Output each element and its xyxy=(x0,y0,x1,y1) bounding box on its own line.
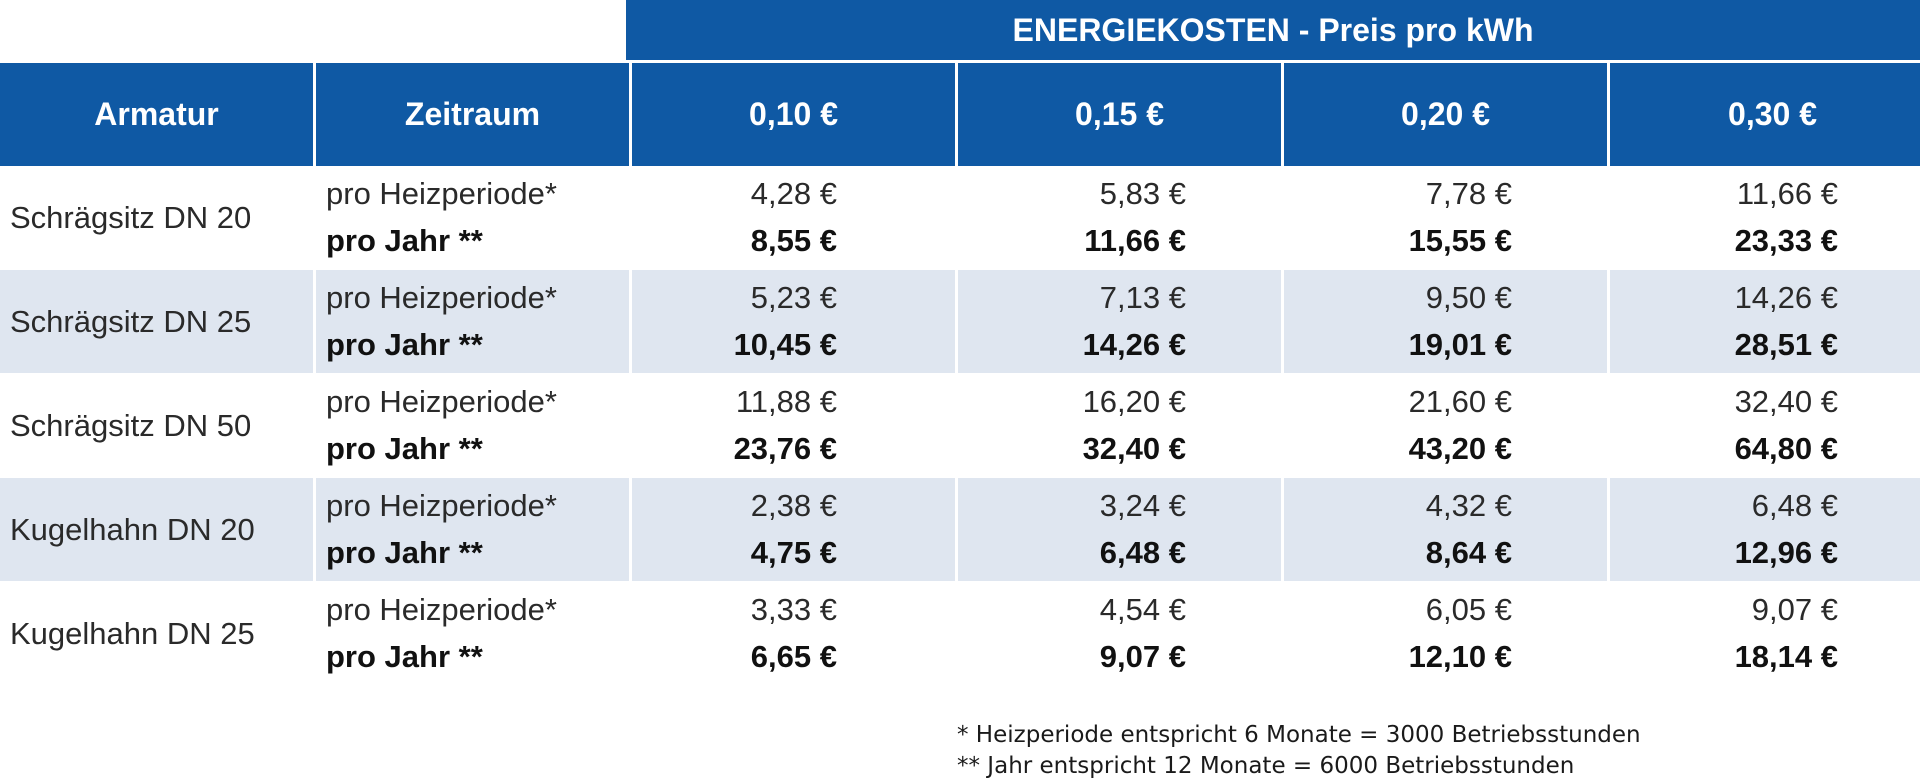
column-header-price-2: 0,15 € xyxy=(958,63,1281,166)
year-label: pro Jahr ** xyxy=(326,639,483,675)
year-value: 4,75 € xyxy=(750,535,837,571)
value-cell xyxy=(632,582,955,685)
zeitraum-cell xyxy=(316,478,629,581)
period-value: 21,60 € xyxy=(1408,383,1512,419)
period-value: 9,07 € xyxy=(1751,591,1838,627)
footnote-jahr: ** Jahr entspricht 12 Monate = 6000 Betriebsstunden xyxy=(957,753,1575,779)
period-value: 5,83 € xyxy=(1099,175,1186,211)
zeitraum-cell xyxy=(316,582,629,685)
period-label: pro Heizperiode* xyxy=(326,383,557,419)
footnote-heizperiode: * Heizperiode entspricht 6 Monate = 3000 Betriebsstunden xyxy=(957,722,1641,748)
value-cell xyxy=(632,166,955,269)
period-value: 2,38 € xyxy=(750,487,837,523)
column-header-price-3: 0,20 € xyxy=(1284,63,1607,166)
period-label: pro Heizperiode* xyxy=(326,591,557,627)
period-value: 7,13 € xyxy=(1099,279,1186,315)
period-value: 7,78 € xyxy=(1425,175,1512,211)
year-label: pro Jahr ** xyxy=(326,431,483,467)
period-value: 9,50 € xyxy=(1425,279,1512,315)
value-cell xyxy=(1610,374,1920,477)
period-value: 4,28 € xyxy=(750,175,837,211)
year-value: 32,40 € xyxy=(1082,431,1186,467)
year-value: 28,51 € xyxy=(1734,327,1838,363)
value-cell xyxy=(958,270,1281,373)
value-cell xyxy=(1610,270,1920,373)
year-value: 23,33 € xyxy=(1734,223,1838,259)
table-row xyxy=(0,270,1920,374)
period-label: pro Heizperiode* xyxy=(326,279,557,315)
table-row xyxy=(0,166,1920,270)
energy-cost-header: ENERGIEKOSTEN - Preis pro kWh xyxy=(626,0,1920,60)
year-label: pro Jahr ** xyxy=(326,327,483,363)
armatur-cell: Schrägsitz DN 50 xyxy=(0,374,313,477)
year-value: 6,48 € xyxy=(1099,535,1186,571)
value-cell xyxy=(958,374,1281,477)
period-value: 4,32 € xyxy=(1425,487,1512,523)
table-row xyxy=(0,374,1920,478)
year-value: 8,64 € xyxy=(1425,535,1512,571)
period-label: pro Heizperiode* xyxy=(326,175,557,211)
zeitraum-cell xyxy=(316,270,629,373)
armatur-cell: Schrägsitz DN 20 xyxy=(0,166,313,269)
value-cell xyxy=(1610,582,1920,685)
armatur-cell: Kugelhahn DN 25 xyxy=(0,582,313,685)
zeitraum-cell xyxy=(316,166,629,269)
period-value: 11,66 € xyxy=(1736,175,1838,211)
column-header-row xyxy=(0,63,1920,166)
period-value: 32,40 € xyxy=(1734,383,1838,419)
period-value: 3,33 € xyxy=(750,591,837,627)
value-cell xyxy=(958,166,1281,269)
year-value: 64,80 € xyxy=(1734,431,1838,467)
value-cell xyxy=(632,374,955,477)
column-header-armatur: Armatur xyxy=(0,63,313,166)
value-cell xyxy=(632,478,955,581)
year-value: 43,20 € xyxy=(1408,431,1512,467)
footnotes xyxy=(957,720,1641,782)
period-label: pro Heizperiode* xyxy=(326,487,557,523)
year-value: 6,65 € xyxy=(750,639,837,675)
period-value: 11,88 € xyxy=(735,383,837,419)
year-value: 9,07 € xyxy=(1099,639,1186,675)
value-cell xyxy=(1610,166,1920,269)
year-value: 18,14 € xyxy=(1734,639,1838,675)
period-value: 4,54 € xyxy=(1099,591,1186,627)
year-value: 19,01 € xyxy=(1408,327,1512,363)
value-cell xyxy=(1284,582,1607,685)
value-cell xyxy=(958,478,1281,581)
year-value: 15,55 € xyxy=(1408,223,1512,259)
period-value: 14,26 € xyxy=(1734,279,1838,315)
year-value: 14,26 € xyxy=(1082,327,1186,363)
year-value: 12,10 € xyxy=(1408,639,1512,675)
column-header-price-4: 0,30 € xyxy=(1610,63,1920,166)
year-value: 11,66 € xyxy=(1084,223,1186,259)
year-label: pro Jahr ** xyxy=(326,535,483,571)
year-value: 12,96 € xyxy=(1734,535,1838,571)
period-value: 3,24 € xyxy=(1099,487,1186,523)
value-cell xyxy=(958,582,1281,685)
period-value: 6,05 € xyxy=(1425,591,1512,627)
table-row xyxy=(0,478,1920,582)
year-label: pro Jahr ** xyxy=(326,223,483,259)
armatur-cell: Schrägsitz DN 25 xyxy=(0,270,313,373)
value-cell xyxy=(1284,270,1607,373)
value-cell xyxy=(632,270,955,373)
zeitraum-cell xyxy=(316,374,629,477)
period-value: 16,20 € xyxy=(1082,383,1186,419)
table-body xyxy=(0,166,1920,686)
value-cell xyxy=(1284,478,1607,581)
period-value: 5,23 € xyxy=(750,279,837,315)
year-value: 8,55 € xyxy=(750,223,837,259)
period-value: 6,48 € xyxy=(1751,487,1838,523)
year-value: 23,76 € xyxy=(733,431,837,467)
table-row xyxy=(0,582,1920,686)
column-header-zeitraum: Zeitraum xyxy=(316,63,629,166)
value-cell xyxy=(1284,166,1607,269)
value-cell xyxy=(1284,374,1607,477)
year-value: 10,45 € xyxy=(733,327,837,363)
column-header-price-1: 0,10 € xyxy=(632,63,955,166)
armatur-cell: Kugelhahn DN 20 xyxy=(0,478,313,581)
value-cell xyxy=(1610,478,1920,581)
